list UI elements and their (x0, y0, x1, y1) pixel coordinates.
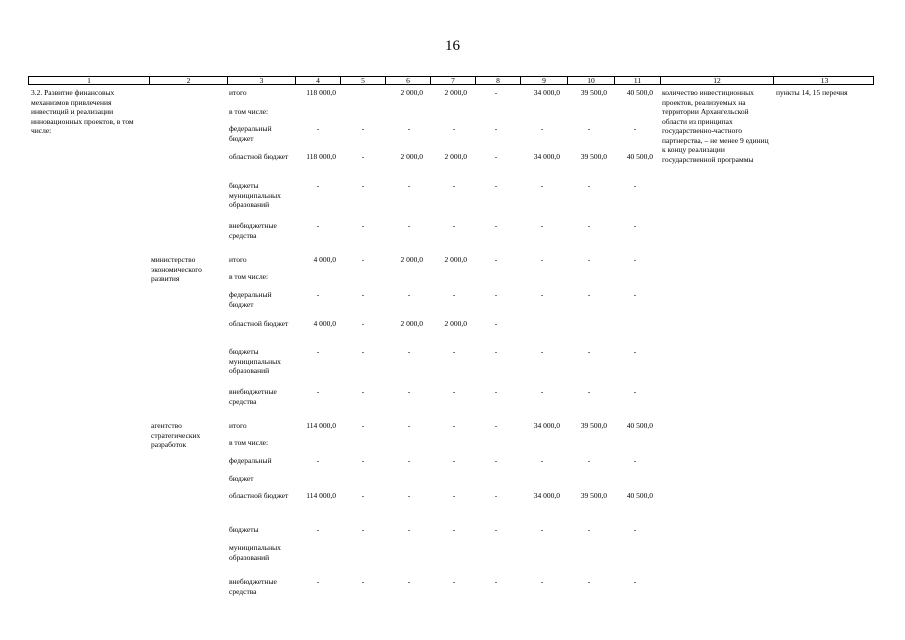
cell-dash: - (361, 124, 365, 133)
cell-dash: - (452, 221, 456, 230)
header-col-1: 1 (29, 77, 150, 85)
cell-dash: - (407, 456, 411, 465)
cell-dash: - (633, 181, 637, 190)
cell-dash: - (361, 221, 365, 230)
cell-dash: - (316, 290, 320, 299)
cell-dash: - (361, 290, 365, 299)
header-col-3: 3 (228, 77, 296, 85)
header-col-9: 9 (521, 77, 568, 85)
cell-dash: - (587, 347, 591, 356)
cell-dash: - (407, 525, 411, 534)
cell-dash: - (540, 525, 544, 534)
row-label-total: итого (229, 88, 247, 97)
row-label-federal: федеральный бюджет (229, 290, 272, 309)
cell-dash: - (540, 255, 544, 264)
cell-dash: - (494, 152, 498, 161)
cell-dash: - (587, 456, 591, 465)
cell-dash: - (316, 456, 320, 465)
executor-ministry: министерство экономического развития (151, 255, 202, 283)
cell-value: 2 000,0 (400, 152, 423, 161)
cell-dash: - (494, 347, 498, 356)
cell-dash: - (633, 255, 637, 264)
header-col-6: 6 (386, 77, 431, 85)
cell-dash: - (361, 491, 365, 500)
cell-value: 114 000,0 (306, 491, 336, 500)
cell-value: 34 000,0 (533, 491, 560, 500)
reference-text: пункты 14, 15 перечня (776, 88, 848, 97)
cell-dash: - (587, 181, 591, 190)
cell-dash: - (494, 577, 498, 586)
cell-dash: - (540, 577, 544, 586)
cell-dash: - (540, 387, 544, 396)
cell-dash: - (540, 456, 544, 465)
cell-dash: - (407, 421, 411, 430)
cell-value: 34 000,0 (533, 88, 560, 97)
executor-agency: агентство стратегических разработок (151, 421, 201, 449)
row-label-regional: областной бюджет (229, 491, 289, 500)
header-col-11: 11 (615, 77, 661, 85)
cell-dash: - (587, 255, 591, 264)
cell-dash: - (407, 491, 411, 500)
cell-value: 40 500,0 (626, 88, 653, 97)
header-col-2: 2 (150, 77, 228, 85)
cell-dash: - (494, 255, 498, 264)
cell-value: 2 000,0 (400, 88, 423, 97)
cell-dash: - (540, 124, 544, 133)
cell-dash: - (316, 221, 320, 230)
cell-dash: - (452, 290, 456, 299)
cell-dash: - (361, 456, 365, 465)
row-label-incl: в том числе: (229, 438, 269, 447)
cell-dash: - (452, 577, 456, 586)
cell-dash: - (407, 124, 411, 133)
header-col-5: 5 (341, 77, 386, 85)
cell-dash: - (316, 387, 320, 396)
cell-dash: - (540, 290, 544, 299)
cell-dash: - (361, 347, 365, 356)
cell-dash: - (587, 290, 591, 299)
cell-dash: - (494, 319, 498, 328)
cell-dash: - (361, 319, 365, 328)
cell-value: 39 500,0 (580, 421, 607, 430)
row-label-total: итого (229, 421, 247, 430)
row-label-municipal: бюджеты (229, 525, 259, 534)
row-label-municipal-cont: муниципальных образований (229, 543, 281, 562)
cell-dash: - (494, 421, 498, 430)
header-col-13: 13 (820, 76, 829, 85)
cell-dash: - (494, 387, 498, 396)
cell-value: 39 500,0 (580, 88, 607, 97)
cell-dash: - (452, 421, 456, 430)
cell-dash: - (633, 525, 637, 534)
cell-value: 4 000,0 (313, 255, 336, 264)
cell-value: 34 000,0 (533, 421, 560, 430)
activity-title: 3.2. Развитие финансовых механизмов привлечения инвестиций и реализации инновационных проектов, в том числе: (31, 88, 134, 135)
cell-dash: - (361, 387, 365, 396)
cell-dash: - (452, 347, 456, 356)
row-label-extra: внебюджетные средства (229, 221, 277, 240)
cell-value: 40 500,0 (626, 421, 653, 430)
cell-value: 2 000,0 (444, 255, 467, 264)
row-label-regional: областной бюджет (229, 152, 289, 161)
cell-dash: - (452, 525, 456, 534)
cell-value: 40 500,0 (626, 491, 653, 500)
cell-value: 4 000,0 (313, 319, 336, 328)
cell-value: 2 000,0 (444, 88, 467, 97)
cell-dash: - (494, 221, 498, 230)
cell-dash: - (316, 181, 320, 190)
row-label-federal: федеральный (229, 456, 272, 465)
cell-dash: - (587, 124, 591, 133)
cell-dash: - (452, 387, 456, 396)
cell-dash: - (316, 577, 320, 586)
cell-dash: - (633, 347, 637, 356)
header-col-12: 12 (661, 77, 774, 85)
cell-dash: - (587, 221, 591, 230)
cell-dash: - (407, 387, 411, 396)
cell-dash: - (633, 290, 637, 299)
cell-dash: - (587, 577, 591, 586)
cell-dash: - (633, 221, 637, 230)
cell-dash: - (361, 181, 365, 190)
row-label-extra: внебюджетные средства (229, 387, 277, 406)
header-col-8: 8 (476, 77, 521, 85)
cell-value: 2 000,0 (400, 319, 423, 328)
cell-dash: - (361, 255, 365, 264)
row-label-federal: федеральный бюджет (229, 124, 272, 143)
row-label-incl: в том числе: (229, 272, 269, 281)
row-label-incl: в том числе: (229, 107, 269, 116)
cell-dash: - (407, 577, 411, 586)
cell-dash: - (494, 181, 498, 190)
cell-dash: - (540, 221, 544, 230)
row-label-total: итого (229, 255, 247, 264)
page-number: 16 (445, 38, 460, 54)
header-col-4: 4 (296, 77, 341, 85)
indicator-text: количество инвестиционных проектов, реализуемых на территории Архангельской области из принципах государственно-частного партнерства, – не менее 9 единиц к концу реализации государственной программы (662, 88, 769, 164)
cell-dash: - (407, 290, 411, 299)
header-col-7: 7 (431, 77, 476, 85)
cell-dash: - (633, 577, 637, 586)
cell-value: 118 000,0 (306, 152, 336, 161)
cell-dash: - (407, 221, 411, 230)
cell-dash: - (494, 88, 498, 97)
cell-dash: - (361, 421, 365, 430)
cell-dash: - (587, 525, 591, 534)
cell-dash: - (452, 491, 456, 500)
row-label-extra: внебюджетные средства (229, 577, 277, 596)
row-label-municipal: бюджеты муниципальных образований (229, 347, 281, 375)
cell-value: 40 500,0 (626, 152, 653, 161)
cell-dash: - (407, 181, 411, 190)
cell-value: 2 000,0 (400, 255, 423, 264)
column-number-header (28, 76, 874, 85)
cell-dash: - (316, 347, 320, 356)
cell-value: 2 000,0 (444, 319, 467, 328)
cell-value: 118 000,0 (306, 88, 336, 97)
cell-dash: - (633, 124, 637, 133)
cell-value: 39 500,0 (580, 491, 607, 500)
cell-dash: - (633, 456, 637, 465)
cell-value: 114 000,0 (306, 421, 336, 430)
cell-value: 34 000,0 (533, 152, 560, 161)
row-label-regional: областной бюджет (229, 319, 289, 328)
cell-dash: - (316, 124, 320, 133)
cell-dash: - (452, 181, 456, 190)
cell-dash: - (633, 387, 637, 396)
header-col-10: 10 (568, 77, 615, 85)
cell-dash: - (494, 491, 498, 500)
cell-dash: - (494, 124, 498, 133)
row-label-budget: бюджет (229, 474, 254, 483)
cell-value: 2 000,0 (444, 152, 467, 161)
cell-dash: - (361, 525, 365, 534)
cell-dash: - (587, 387, 591, 396)
cell-value: 39 500,0 (580, 152, 607, 161)
cell-dash: - (452, 124, 456, 133)
cell-dash: - (540, 347, 544, 356)
cell-dash: - (494, 456, 498, 465)
cell-dash: - (540, 181, 544, 190)
row-label-municipal: бюджеты муниципальных образований (229, 181, 281, 209)
cell-dash: - (361, 577, 365, 586)
cell-dash: - (316, 525, 320, 534)
cell-dash: - (452, 456, 456, 465)
cell-dash: - (361, 152, 365, 161)
cell-dash: - (407, 347, 411, 356)
cell-dash: - (494, 525, 498, 534)
cell-dash: - (494, 290, 498, 299)
